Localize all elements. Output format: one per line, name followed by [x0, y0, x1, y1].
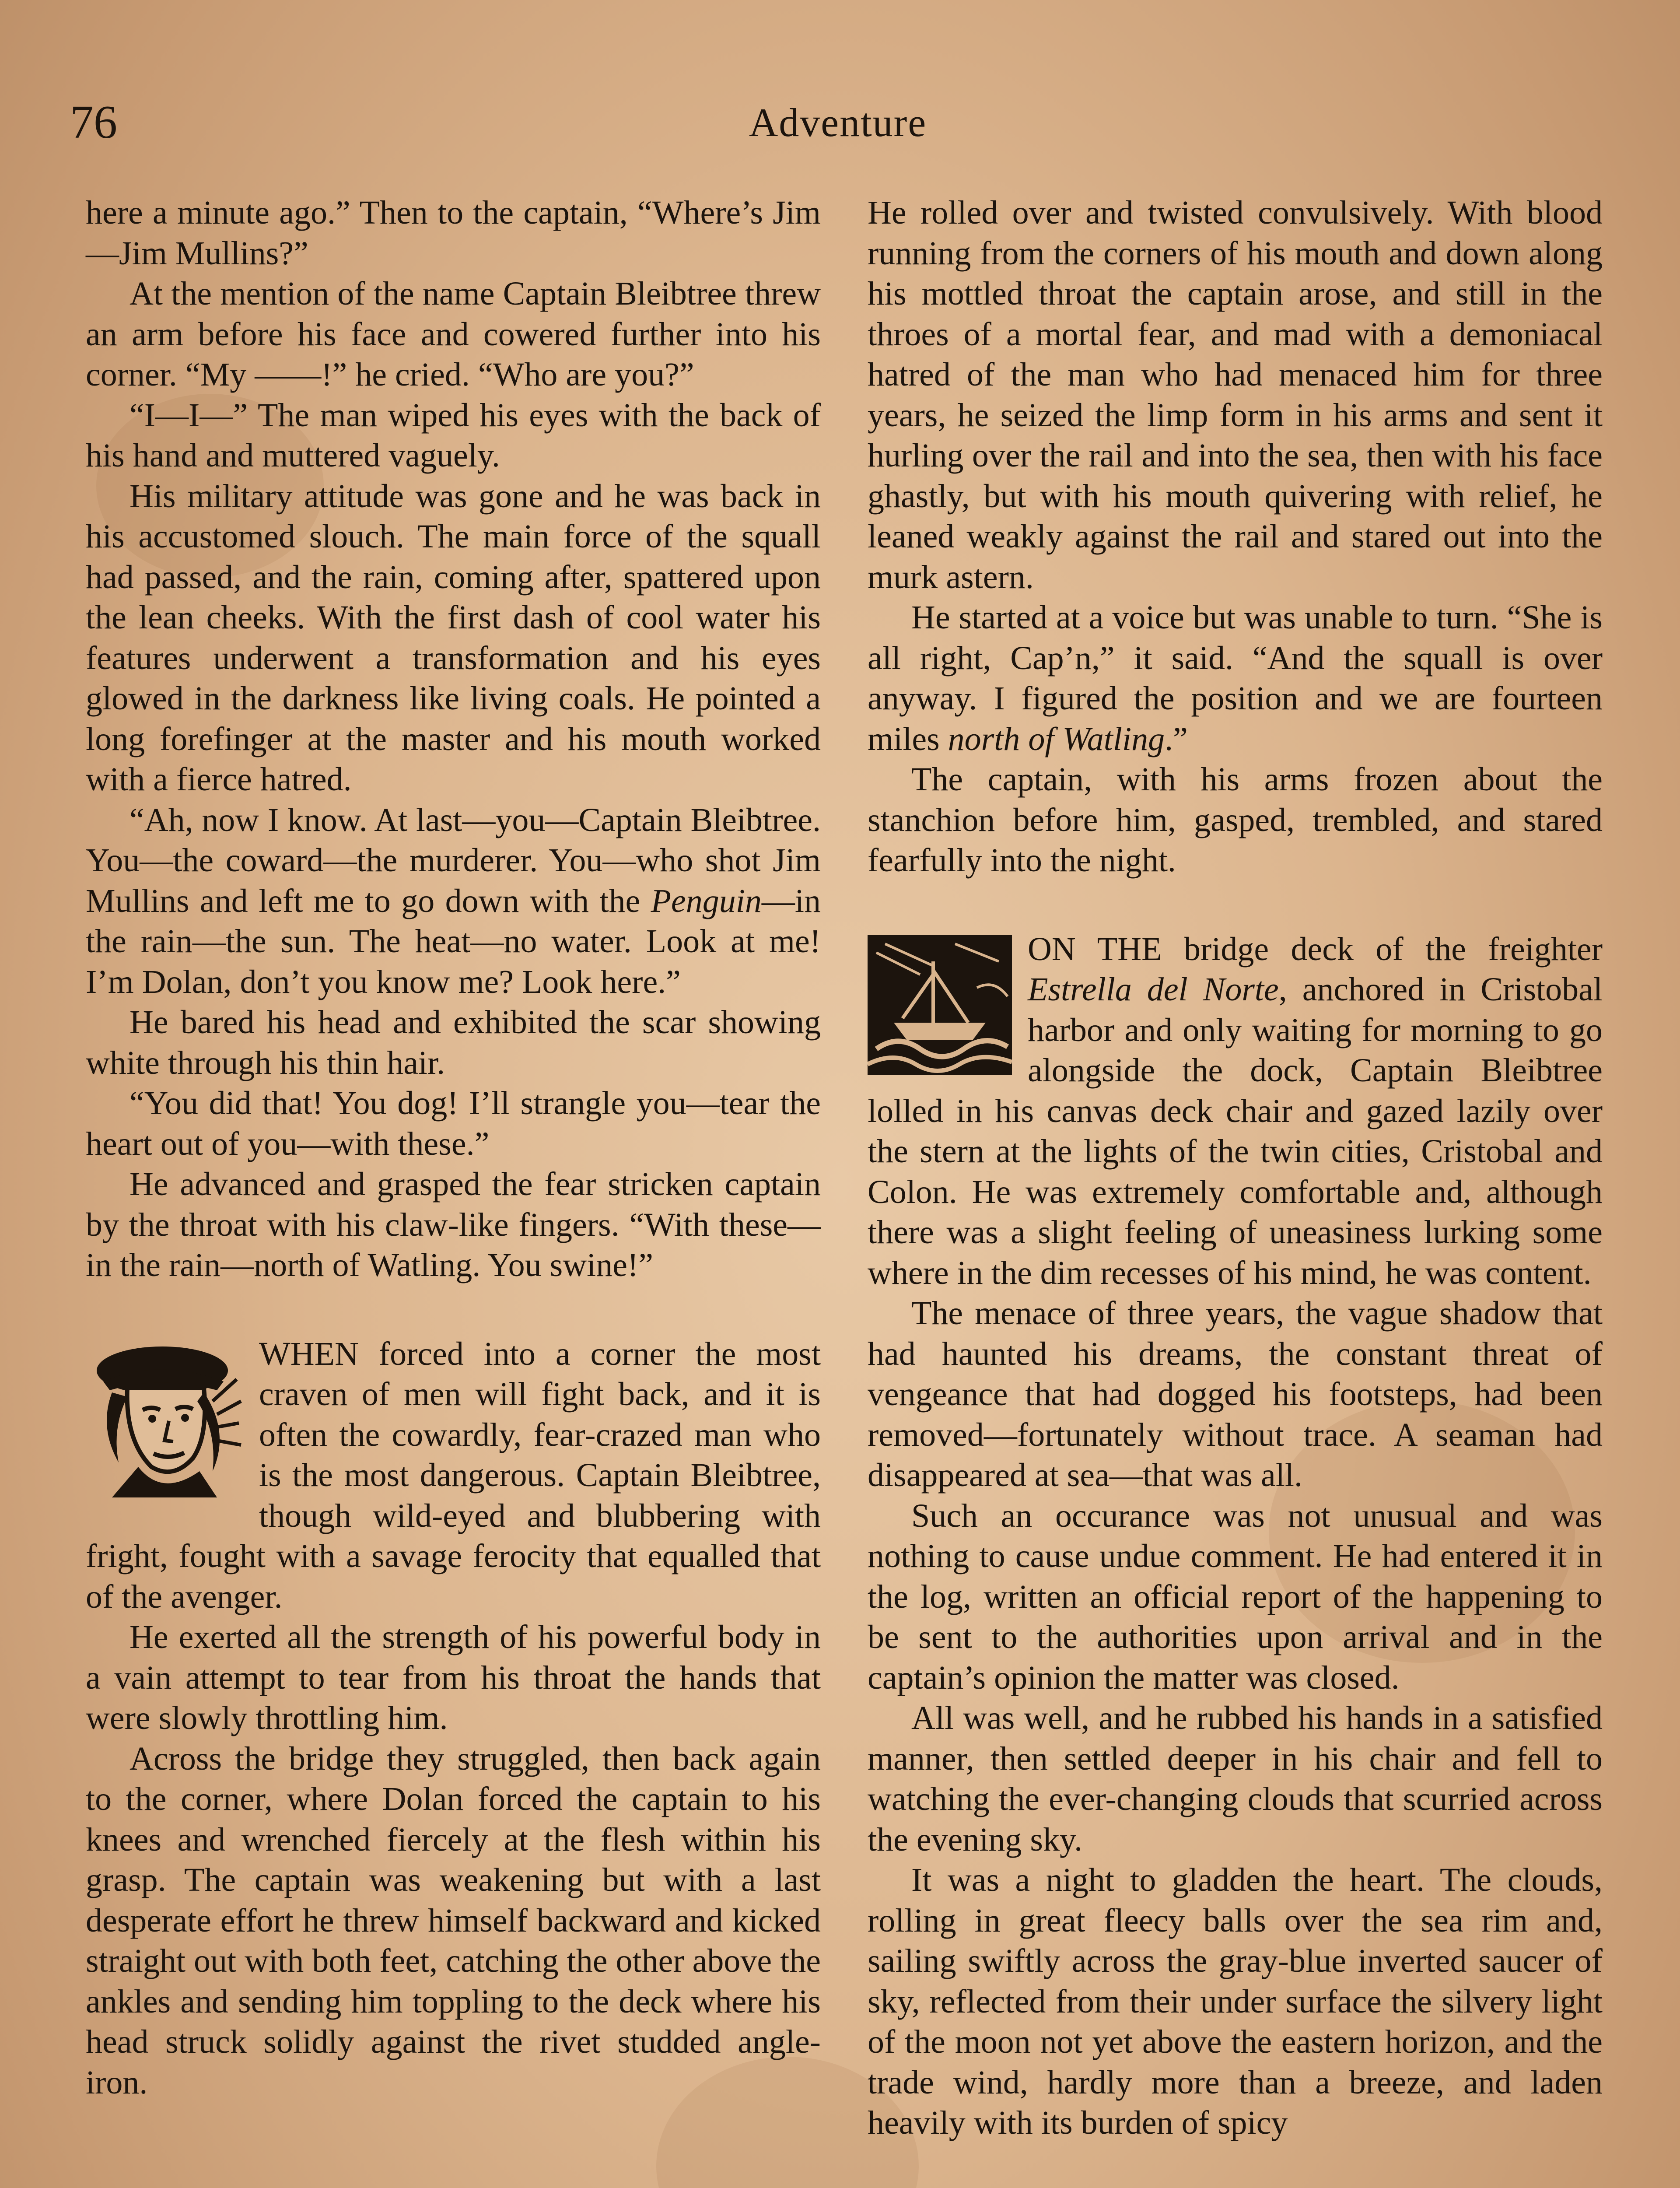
right-column	[868, 193, 1603, 2143]
paragraph-text: He started at a voice but was unable to turn. “She is all right, Cap’n,” it said. “And the squall is over anyway. I figured the position and we are fourteen miles	[868, 599, 1603, 757]
paragraph: “I—I—” The man wiped his eyes with the back of his hand and muttered vaguely.	[86, 396, 821, 474]
ship-name: Estrella del Norte	[1028, 971, 1279, 1008]
paragraph: His military attitude was gone and he was back in his accustomed slouch. The main force of the squall had passed, and the rain, coming after, spattered upon the lean cheeks. With the first dash of cool water his features underwent a transformation and his eyes glowed in the darkness like living coals. He pointed a long forefinger at the master and his mouth worked with a fierce hatred.	[86, 477, 821, 798]
paragraph: The menace of three years, the vague shadow that had haunted his dreams, the constant threat of vengeance that had dogged his footsteps, had been removed—fortunately without trace. A seaman had disappeared at sea—that was all.	[868, 1295, 1603, 1494]
page-number: 76	[70, 96, 117, 148]
paragraph: It was a night to gladden the heart. The clouds, rolling in great fleecy balls over the sea rim and, sailing swiftly across the gray-blue inverted saucer of sky, reflected from their under surface the silvery light of the moon not yet above the eastern horizon, and the trade wind, hardly more than a breeze, and laden heavily with its burden of spicy	[868, 1862, 1603, 2141]
running-head: Adventure	[749, 100, 927, 145]
paragraph: At the mention of the name Captain Bleibtree threw an arm before his face and cowered further into his corner. “My ——!” he cried. “Who are you?”	[86, 275, 821, 393]
paragraph: He advanced and grasped the fear stricken captain by the throat with his claw-like fingers. “With these—in the rain—north of Watling. You swine!”	[86, 1166, 821, 1283]
paragraph: Across the bridge they struggled, then back again to the corner, where Dolan forced the captain to his knees and wrenched fiercely at the flesh within his grasp. The captain was weakening but with a last desperate effort he threw himself backward and kicked straight out with both feet, catching the other above the ankles and sending him toppling to the deck where his head struck solidly against the rivet studded angle-iron.	[86, 1740, 821, 2101]
left-column	[86, 193, 821, 2103]
paragraph-text: ON THE bridge deck of the freighter	[1028, 930, 1603, 968]
paragraph-text: “Ah, now I know. At last—you—Captain Bleibtree. You—the coward—the murderer. You—who shot Jim Mullins and left me to go down with the	[86, 801, 821, 919]
paragraph	[868, 597, 1603, 759]
page-header	[70, 92, 1606, 153]
paragraph: He exerted all the strength of his powerful body in a vain attempt to tear from his throat the hands that were slowly throttling him.	[86, 1619, 821, 1736]
paragraph-text: WHEN forced into a corner the most craven of men will fight back, and it is often the cowardly, fear-crazed man who is the most dangerous. Captain Bleibtree, though wild-eyed and blubbering with fright, fought with a savage ferocity that equalled that of the avenger.	[86, 1335, 821, 1615]
paragraph: He rolled over and twisted convulsively. With blood running from the corners of his mouth and down along his mottled throat the captain arose, and still in the throes of a mortal fear, and mad with a demoniacal hatred of the man who had menaced him for three years, he seized the limp form in his arms and sent it hurling over the rail and into the sea, then with his face ghastly, but with his mouth quivering with relief, he leaned weakly against the rail and stared out into the murk astern.	[868, 194, 1603, 596]
paragraph: The captain, with his arms frozen about the stanchion before him, gasped, trembled, and stared fearfully into the night.	[868, 761, 1603, 879]
section-opening-paragraph	[868, 929, 1603, 1294]
ship-name: Penguin	[651, 882, 762, 919]
paragraph: “You did that! You dog! I’ll strangle you—tear the heart out of you—with these.”	[86, 1085, 821, 1162]
paragraph-text: .”	[1165, 720, 1188, 757]
sailor-portrait-icon	[86, 1340, 243, 1502]
paragraph: Such an occurance was not unusual and was nothing to cause undue comment. He had entered it in the log, written an official report of the happening to be sent to the authorities upon arrival and in the captain’s opinion the matter was closed.	[868, 1497, 1603, 1696]
paragraph-text: —in the rain—the sun. The heat—no water. Look at me! I’m Dolan, don’t you know me? Look here.”	[86, 882, 821, 1000]
paragraph: He bared his head and exhibited the scar showing white through his thin hair.	[86, 1004, 821, 1081]
section-opening-paragraph	[86, 1334, 821, 1617]
location-name: north of Watling	[948, 720, 1165, 757]
ship-at-sea-icon	[868, 935, 1012, 1075]
paragraph-text: , anchored in Cristobal harbor and only waiting for morning to go alongside the dock, Captain Bleibtree lolled in his canvas deck chair and gazed lazily over the stern at the lights of the twin cities, Cristobal and Colon. He was extremely comfortable and, although there was a slight feeling of uneasiness lurking some where in the dim recesses of his mind, he was content.	[868, 971, 1603, 1291]
paragraph: here a minute ago.” Then to the captain, “Where’s Jim—Jim Mullins?”	[86, 194, 821, 272]
paragraph	[86, 800, 821, 1003]
paragraph: All was well, and he rubbed his hands in a satisfied manner, then settled deeper in his chair and fell to watching the ever-changing clouds that scurried across the evening sky.	[868, 1700, 1603, 1858]
